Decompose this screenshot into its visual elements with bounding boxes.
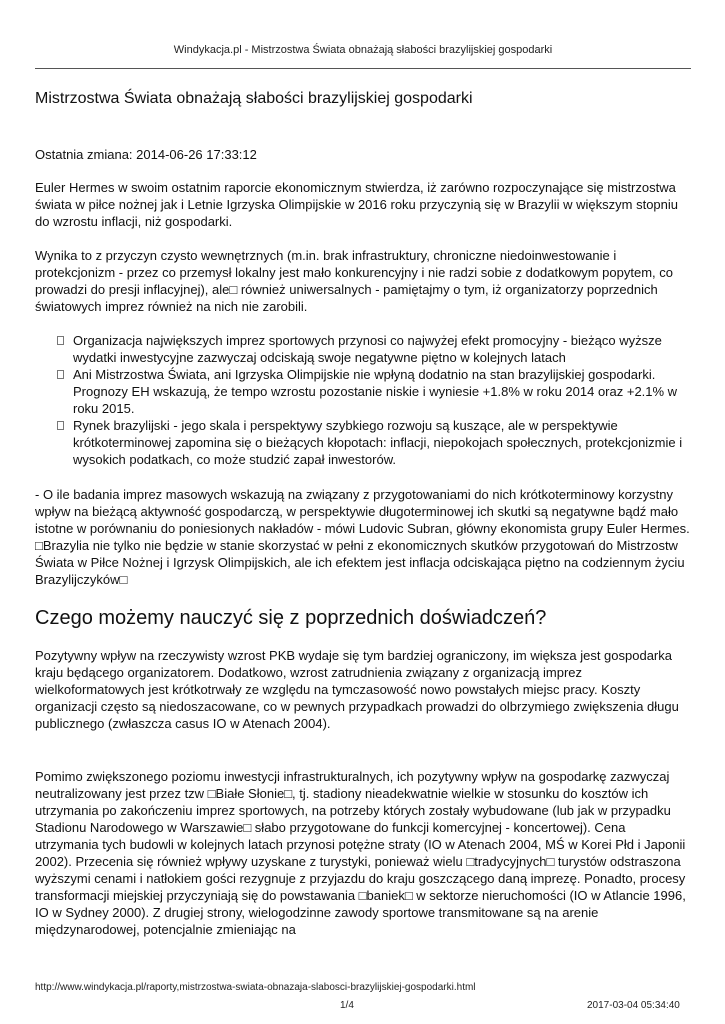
footer-url: http://www.windykacja.pl/raporty,mistrzostwa-swiata-obnazaja-slabosci-brazylijskiej-gospodarki.html — [35, 982, 476, 993]
quote-paragraph: - O ile badania imprez masowych wskazują na związany z przygotowaniami do nich krótkoterminowy korzystny wpływ na bieżącą aktywność gospodarczą, w perspektywie długoterminowej ich skutki są negatywne bądź mało istotne w porównaniu do poniesionych nakładów - mówi Ludovic Subran, główny ekonomista grupy Euler Hermes. □Brazylia nie tylko nie będzie w stanie skorzystać w pełni z ekonomicznych skutków przygotowań do Mistrzostw Świata w Piłce Nożnej i Igrzysk Olimpijskich, ale ich efektem jest inflacja odciskająca piętno na codziennym życiu Brazylijczyków□ — [35, 487, 690, 587]
bullet-text: Rynek brazylijski - jego skala i perspektywy szybkiego rozwoju są kuszące, ale w perspektywie krótkoterminowej zapomina się o bieżących kłopotach: inflacji, niepokojach społecznych, protekcjonizmie i wysokich podatkach, co może studzić zapał inwestorów. — [73, 418, 683, 467]
bullet-item — [57, 332, 691, 366]
bullet-text: Organizacja największych imprez sportowych przynosi co najwyżej efekt promocyjny - bieżąco wyższe wydatki inwestycyjne zazwyczaj odciskają swoje negatywne piętno w kolejnych latach — [73, 333, 662, 365]
bullet-item — [57, 417, 691, 468]
bullet-text: Ani Mistrzostwa Świata, ani Igrzyska Olimpijskie nie wpłyną dodatnio na stan brazylijskiej gospodarki. Prognozy EH wskazują, że tempo wzrostu pozostanie niskie i wyniesie +1.8% w roku 2014 oraz +2.1% w roku 2015. — [73, 367, 678, 416]
paragraph: Pozytywny wpływ na rzeczywisty wzrost PKB wydaje się tym bardziej ograniczony, im większa jest gospodarka kraju będącego organizatorem. Dodatkowo, wzrost zatrudnienia związany z organizacją imprez wielkoformatowych jest krótkotrwały ze względu na tymczasowość nowo powstałych miejsc pracy. Koszty organizacji często są niedoszacowane, co w pewnych przypadkach prowadzi do olbrzymiego zwiększenia długu publicznego (zwłaszcza casus IO w Atenach 2004). — [35, 648, 679, 731]
printed-timestamp: 2017-03-04 05:34:40 — [587, 1000, 680, 1011]
last-change: Ostatnia zmiana: 2014-06-26 17:33:12 — [35, 147, 257, 162]
bullet-list — [35, 332, 691, 468]
paragraph: Pomimo zwiększonego poziomu inwestycji infrastrukturalnych, ich pozytywny wpływ na gospodarkę zazwyczaj neutralizowany jest przez tzw □Białe Słonie□, tj. stadiony nieadekwatnie wielkie w stosunku do kosztów ich utrzymania po zakończeniu imprez sportowych, na potrzeby których zostały wybudowane (lub jak w przypadku Stadionu Narodowego w Warszawie□ słabo przygotowane do funkcji komercyjnej - koncertowej). Cena utrzymania tych budowli w kolejnych latach przynosi potężne straty (IO w Atenach 2004, MŚ w Korei Płd i Japonii 2002). Przecenia się również wpływy uzyskane z turystyki, ponieważ wielu □tradycyjnych□ turystów odstraszona wyższymi cenami i natłokiem gości rezygnuje z przyjazdu do kraju goszczącego daną imprezę. Ponadto, procesy transformacji miejskiej przyczyniają się do powstawania □baniek□ w sektorze nieruchomości (IO w Atlancie 1996, IO w Sydney 2000). Z drugiej strony, wielogodzinne zawody sportowe transmitowane są na arenie międzynarodowej, potencjalnie zmieniając na — [35, 769, 686, 937]
section-heading: Czego możemy nauczyć się z poprzednich doświadczeń? — [35, 607, 547, 629]
paragraph: Wynika to z przyczyn czysto wewnętrznych (m.in. brak infrastruktury, chroniczne niedoinwestowanie i protekcjonizm - przez co przemysł lokalny jest mało konkurencyjny i nie radzi sobie z dodatkowym popytem, co prowadzi do presji inflacyjnej), ale□ również uniwersalnych - pamiętajmy o tym, iż organizatorzy poprzednich światowych imprez również na nich nie zarobili. — [35, 248, 673, 314]
bullet-box-icon — [57, 421, 64, 430]
bullet-box-icon — [57, 336, 64, 345]
bullet-box-icon — [57, 370, 64, 379]
page-number: 1/4 — [340, 1000, 354, 1011]
article-body — [35, 146, 691, 955]
article-title: Mistrzostwa Świata obnażają słabości brazylijskiej gospodarki — [35, 90, 473, 107]
paragraph: Euler Hermes w swoim ostatnim raporcie ekonomicznym stwierdza, iż zarówno rozpoczynające się mistrzostwa świata w piłce nożnej jak i Letnie Igrzyska Olimpijskie w 2016 roku przyczynią się w Brazylii w większym stopniu do wzrostu inflacji, niż gospodarki. — [35, 180, 679, 229]
bullet-item — [57, 366, 691, 417]
header-divider — [35, 68, 691, 69]
running-header: Windykacja.pl - Mistrzostwa Świata obnażają słabości brazylijskiej gospodarki — [173, 44, 553, 56]
